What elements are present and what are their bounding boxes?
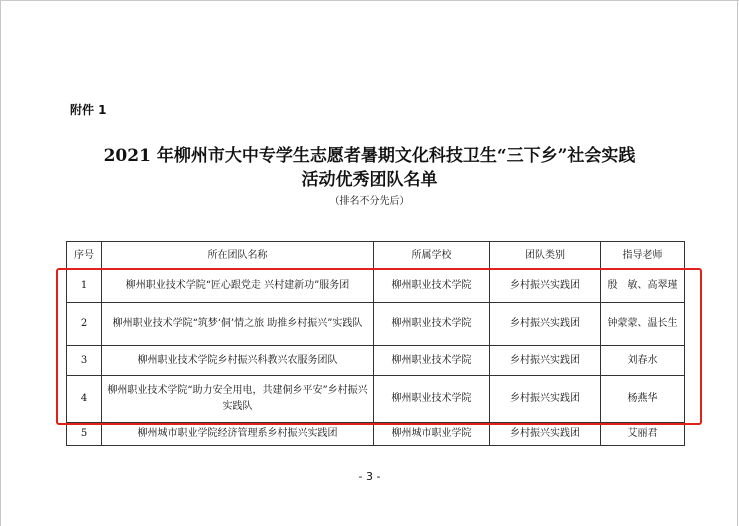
- row-category: 乡村振兴实践团: [490, 423, 601, 446]
- header-team-name: 所在团队名称: [102, 242, 374, 270]
- table-row: [67, 376, 685, 423]
- team-roster-table: [66, 241, 685, 446]
- row-team-name: 柳州职业技术学院“匠心跟党走 兴村建新功”服务团: [102, 270, 374, 303]
- row-category: 乡村振兴实践团: [490, 303, 601, 346]
- row-index: 1: [67, 270, 102, 303]
- page-edge-right: [737, 0, 738, 526]
- header-school: 所属学校: [374, 242, 490, 270]
- row-index: 5: [67, 423, 102, 446]
- header-teacher: 指导老师: [601, 242, 685, 270]
- table-row: [67, 346, 685, 376]
- document-title-line-1: 2021 年柳州市大中专学生志愿者暑期文化科技卫生“三下乡”社会实践: [103, 146, 636, 166]
- row-team-name: 柳州职业技术学院“助力安全用电，共建侗乡平安”乡村振兴实践队: [102, 376, 374, 423]
- row-index: 2: [67, 303, 102, 346]
- row-teacher: 刘春水: [601, 346, 685, 376]
- row-teacher: 钟蒙蒙、温长生: [601, 303, 685, 346]
- row-category: 乡村振兴实践团: [490, 270, 601, 303]
- row-category: 乡村振兴实践团: [490, 346, 601, 376]
- row-index: 4: [67, 376, 102, 423]
- row-category: 乡村振兴实践团: [490, 376, 601, 423]
- row-index: 3: [67, 346, 102, 376]
- row-school: 柳州城市职业学院: [374, 423, 490, 446]
- row-school: 柳州职业技术学院: [374, 303, 490, 346]
- page-number: - 3 -: [358, 470, 381, 483]
- page-edge-top: [0, 0, 739, 1]
- document-subtitle: （排名不分先后）: [329, 196, 410, 207]
- document-title-line-2: 活动优秀团队名单: [301, 170, 438, 190]
- row-teacher: 殷 敏、高翠瑾: [601, 270, 685, 303]
- row-team-name: 柳州职业技术学院“筑梦‘侗’情之旅 助推乡村振兴”实践队: [102, 303, 374, 346]
- row-school: 柳州职业技术学院: [374, 270, 490, 303]
- attachment-label: 附件 1: [70, 103, 107, 117]
- row-teacher: 杨燕华: [601, 376, 685, 423]
- page-edge-left: [0, 0, 1, 526]
- row-school: 柳州职业技术学院: [374, 346, 490, 376]
- row-team-name: 柳州城市职业学院经济管理系乡村振兴实践团: [102, 423, 374, 446]
- row-teacher: 艾丽君: [601, 423, 685, 446]
- table-header-row: [67, 242, 685, 270]
- row-school: 柳州职业技术学院: [374, 376, 490, 423]
- table-row: [67, 303, 685, 346]
- header-index: 序号: [67, 242, 102, 270]
- row-team-name: 柳州职业技术学院乡村振兴科教兴农服务团队: [102, 346, 374, 376]
- table-row: [67, 423, 685, 446]
- header-category: 团队类别: [490, 242, 601, 270]
- table-row: [67, 270, 685, 303]
